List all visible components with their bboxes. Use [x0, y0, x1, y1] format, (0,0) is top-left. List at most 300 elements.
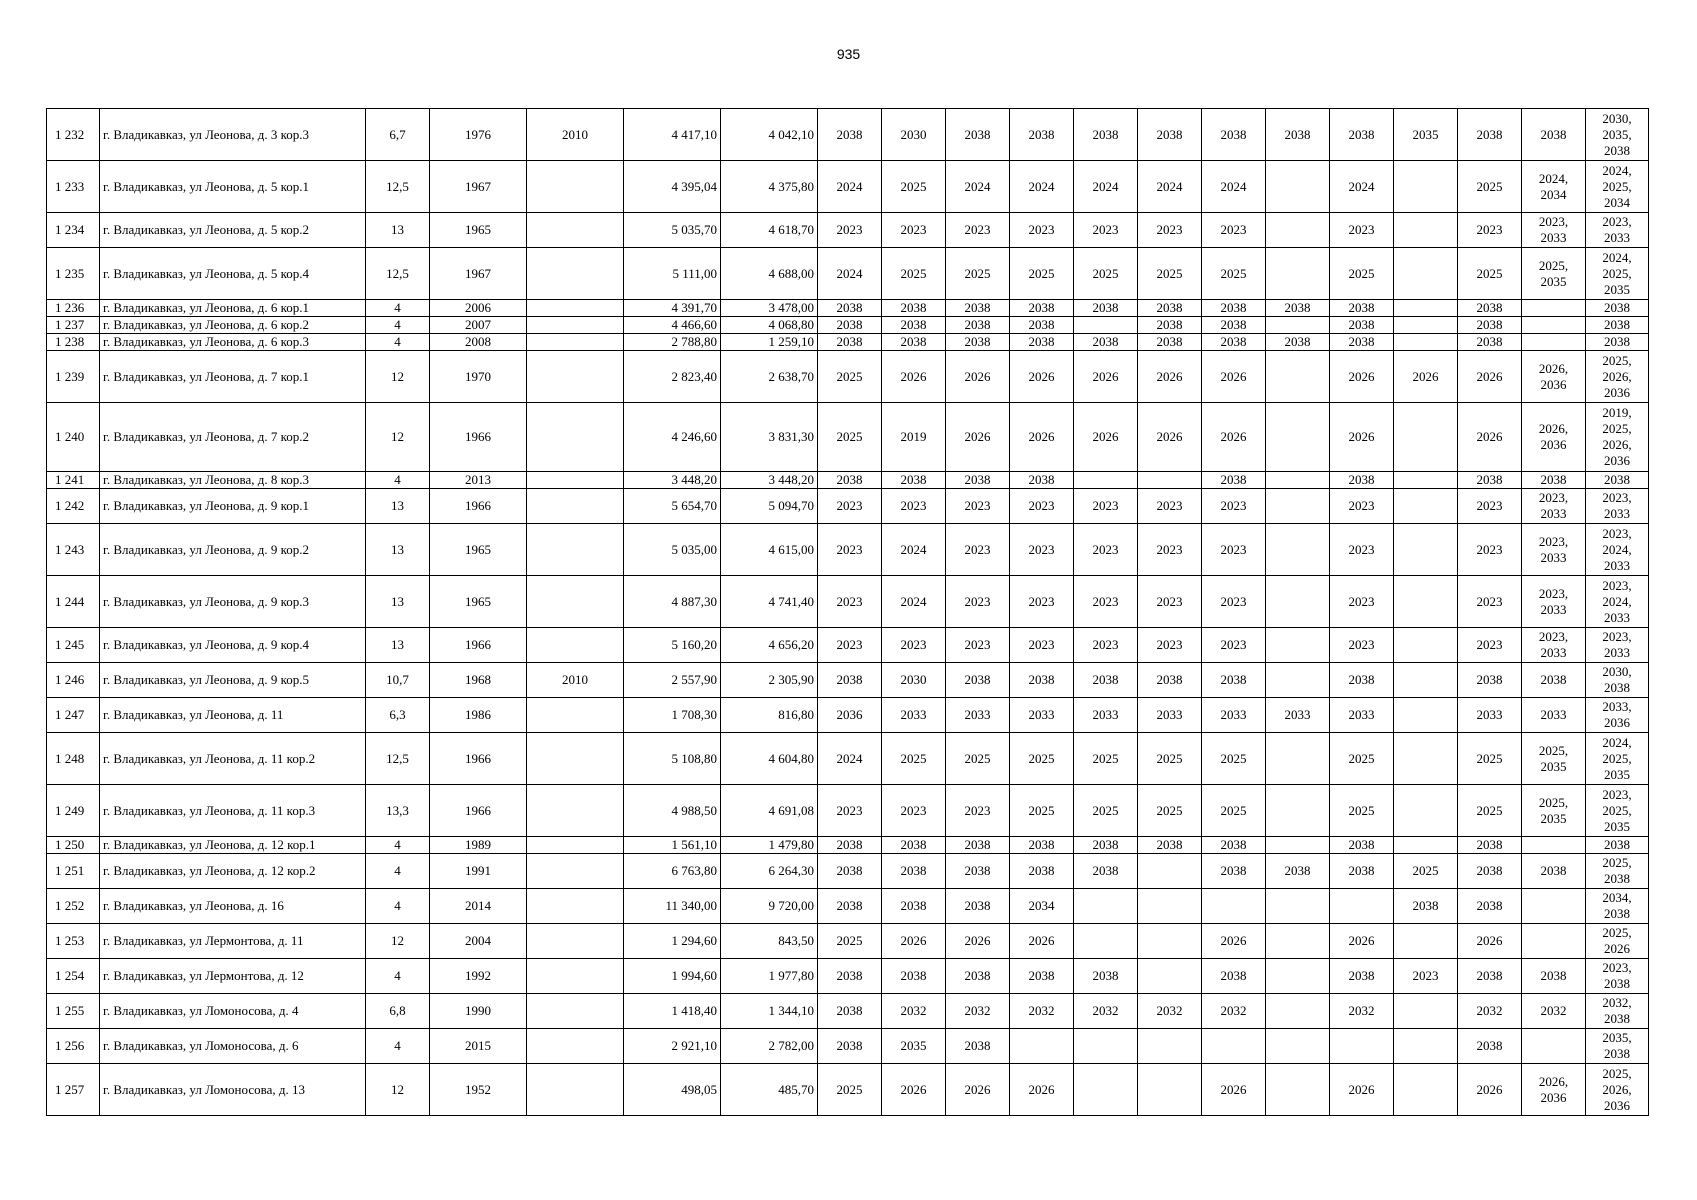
table-row [47, 248, 1649, 300]
row-number-cell: 1 245 [47, 628, 100, 663]
term-7-cell: 2023 [1202, 524, 1266, 576]
term-12-cell: 2038 [1522, 854, 1586, 889]
term-9-cell: 2038 [1330, 300, 1394, 317]
living-area-cell: 485,70 [721, 1064, 818, 1116]
term-10-cell [1394, 1029, 1458, 1064]
term-2-cell: 2026 [882, 1064, 946, 1116]
address-cell: г. Владикавказ, ул Леонова, д. 6 кор.2 [100, 317, 366, 334]
term-5-cell: 2038 [1074, 663, 1138, 698]
living-area-cell: 3 448,20 [721, 472, 818, 489]
term-5-cell [1074, 889, 1138, 924]
term-7-cell: 2024 [1202, 161, 1266, 213]
term-5-cell: 2026 [1074, 403, 1138, 472]
term-3-cell: 2026 [946, 924, 1010, 959]
term-summary-cell: 2038 [1586, 317, 1649, 334]
term-1-cell: 2038 [818, 959, 882, 994]
term-9-cell: 2025 [1330, 785, 1394, 837]
term-2-cell: 2033 [882, 698, 946, 733]
built-year-cell: 1992 [430, 959, 527, 994]
table-row [47, 889, 1649, 924]
address-cell: г. Владикавказ, ул Леонова, д. 16 [100, 889, 366, 924]
term-4-cell: 2026 [1010, 403, 1074, 472]
term-7-cell: 2038 [1202, 317, 1266, 334]
term-1-cell: 2024 [818, 161, 882, 213]
table-row [47, 733, 1649, 785]
term-3-cell: 2023 [946, 489, 1010, 524]
term-7-cell: 2026 [1202, 1064, 1266, 1116]
term-8-cell [1266, 889, 1330, 924]
term-9-cell: 2026 [1330, 1064, 1394, 1116]
term-summary-cell: 2024, 2025, 2035 [1586, 733, 1649, 785]
address-cell: г. Владикавказ, ул Леонова, д. 6 кор.1 [100, 300, 366, 317]
table-row [47, 403, 1649, 472]
living-area-cell: 4 615,00 [721, 524, 818, 576]
term-9-cell: 2038 [1330, 663, 1394, 698]
built-year-cell: 1966 [430, 628, 527, 663]
term-11-cell: 2025 [1458, 161, 1522, 213]
term-1-cell: 2024 [818, 248, 882, 300]
term-4-cell: 2026 [1010, 1064, 1074, 1116]
term-9-cell: 2038 [1330, 317, 1394, 334]
total-area-cell: 2 557,90 [624, 663, 721, 698]
table-row [47, 524, 1649, 576]
term-10-cell [1394, 403, 1458, 472]
term-4-cell: 2023 [1010, 213, 1074, 248]
table-row [47, 489, 1649, 524]
term-2-cell: 2038 [882, 472, 946, 489]
total-area-cell: 4 988,50 [624, 785, 721, 837]
term-6-cell [1138, 924, 1202, 959]
term-6-cell: 2038 [1138, 300, 1202, 317]
term-6-cell: 2023 [1138, 489, 1202, 524]
total-area-cell: 5 160,20 [624, 628, 721, 663]
term-9-cell: 2038 [1330, 837, 1394, 854]
term-12-cell [1522, 924, 1586, 959]
term-11-cell: 2023 [1458, 524, 1522, 576]
wear-cell: 13 [366, 576, 430, 628]
term-5-cell: 2038 [1074, 837, 1138, 854]
overhaul-year-cell [527, 889, 624, 924]
address-cell: г. Владикавказ, ул Ломоносова, д. 6 [100, 1029, 366, 1064]
term-9-cell: 2025 [1330, 733, 1394, 785]
term-summary-cell: 2030, 2035, 2038 [1586, 109, 1649, 161]
term-12-cell [1522, 1029, 1586, 1064]
term-3-cell: 2038 [946, 837, 1010, 854]
row-number-cell: 1 233 [47, 161, 100, 213]
term-7-cell: 2025 [1202, 785, 1266, 837]
total-area-cell: 2 921,10 [624, 1029, 721, 1064]
term-5-cell [1074, 317, 1138, 334]
term-5-cell: 2033 [1074, 698, 1138, 733]
living-area-cell: 2 782,00 [721, 1029, 818, 1064]
term-12-cell: 2024, 2034 [1522, 161, 1586, 213]
overhaul-year-cell [527, 213, 624, 248]
term-8-cell [1266, 628, 1330, 663]
living-area-cell: 4 042,10 [721, 109, 818, 161]
term-7-cell: 2023 [1202, 628, 1266, 663]
living-area-cell: 1 344,10 [721, 994, 818, 1029]
wear-cell: 10,7 [366, 663, 430, 698]
term-1-cell: 2038 [818, 663, 882, 698]
address-cell: г. Владикавказ, ул Леонова, д. 7 кор.1 [100, 351, 366, 403]
term-summary-cell: 2038 [1586, 472, 1649, 489]
wear-cell: 4 [366, 300, 430, 317]
term-9-cell: 2023 [1330, 489, 1394, 524]
term-7-cell [1202, 1029, 1266, 1064]
term-1-cell: 2038 [818, 109, 882, 161]
address-cell: г. Владикавказ, ул Леонова, д. 5 кор.4 [100, 248, 366, 300]
row-number-cell: 1 242 [47, 489, 100, 524]
overhaul-year-cell [527, 854, 624, 889]
term-7-cell: 2038 [1202, 472, 1266, 489]
term-6-cell [1138, 472, 1202, 489]
built-year-cell: 1968 [430, 663, 527, 698]
address-cell: г. Владикавказ, ул Леонова, д. 8 кор.3 [100, 472, 366, 489]
term-8-cell [1266, 524, 1330, 576]
term-8-cell [1266, 403, 1330, 472]
term-10-cell [1394, 489, 1458, 524]
row-number-cell: 1 246 [47, 663, 100, 698]
wear-cell: 12 [366, 924, 430, 959]
term-6-cell: 2023 [1138, 628, 1202, 663]
term-8-cell [1266, 1029, 1330, 1064]
term-6-cell [1138, 889, 1202, 924]
row-number-cell: 1 244 [47, 576, 100, 628]
term-10-cell [1394, 300, 1458, 317]
term-8-cell [1266, 213, 1330, 248]
term-2-cell: 2024 [882, 576, 946, 628]
term-12-cell: 2023, 2033 [1522, 524, 1586, 576]
term-8-cell [1266, 161, 1330, 213]
wear-cell: 6,8 [366, 994, 430, 1029]
term-12-cell: 2033 [1522, 698, 1586, 733]
term-10-cell: 2035 [1394, 109, 1458, 161]
wear-cell: 12,5 [366, 733, 430, 785]
wear-cell: 6,7 [366, 109, 430, 161]
wear-cell: 4 [366, 959, 430, 994]
term-6-cell: 2038 [1138, 663, 1202, 698]
total-area-cell: 6 763,80 [624, 854, 721, 889]
wear-cell: 13 [366, 489, 430, 524]
term-5-cell: 2038 [1074, 334, 1138, 351]
term-8-cell: 2038 [1266, 109, 1330, 161]
term-9-cell: 2026 [1330, 351, 1394, 403]
overhaul-year-cell [527, 161, 624, 213]
term-summary-cell: 2023, 2024, 2033 [1586, 524, 1649, 576]
term-9-cell: 2023 [1330, 213, 1394, 248]
term-9-cell: 2024 [1330, 161, 1394, 213]
term-9-cell: 2026 [1330, 403, 1394, 472]
term-9-cell: 2033 [1330, 698, 1394, 733]
term-summary-cell: 2025, 2038 [1586, 854, 1649, 889]
total-area-cell: 1 418,40 [624, 994, 721, 1029]
term-8-cell [1266, 351, 1330, 403]
term-7-cell: 2038 [1202, 334, 1266, 351]
term-4-cell [1010, 1029, 1074, 1064]
term-11-cell: 2038 [1458, 317, 1522, 334]
table-row [47, 161, 1649, 213]
term-1-cell: 2038 [818, 854, 882, 889]
term-12-cell: 2025, 2035 [1522, 785, 1586, 837]
term-7-cell: 2026 [1202, 351, 1266, 403]
living-area-cell: 4 741,40 [721, 576, 818, 628]
term-5-cell: 2023 [1074, 524, 1138, 576]
term-7-cell: 2038 [1202, 854, 1266, 889]
built-year-cell: 2007 [430, 317, 527, 334]
term-9-cell: 2038 [1330, 854, 1394, 889]
term-11-cell: 2038 [1458, 837, 1522, 854]
term-summary-cell: 2033, 2036 [1586, 698, 1649, 733]
address-cell: г. Владикавказ, ул Леонова, д. 9 кор.3 [100, 576, 366, 628]
total-area-cell: 4 887,30 [624, 576, 721, 628]
term-4-cell: 2026 [1010, 351, 1074, 403]
wear-cell: 6,3 [366, 698, 430, 733]
term-2-cell: 2035 [882, 1029, 946, 1064]
term-11-cell: 2038 [1458, 1029, 1522, 1064]
built-year-cell: 2015 [430, 1029, 527, 1064]
living-area-cell: 4 688,00 [721, 248, 818, 300]
built-year-cell: 1990 [430, 994, 527, 1029]
term-11-cell: 2038 [1458, 109, 1522, 161]
term-2-cell: 2026 [882, 924, 946, 959]
term-1-cell: 2025 [818, 351, 882, 403]
term-7-cell: 2023 [1202, 576, 1266, 628]
table-row [47, 628, 1649, 663]
table-row [47, 1029, 1649, 1064]
total-area-cell: 5 654,70 [624, 489, 721, 524]
term-8-cell [1266, 472, 1330, 489]
term-1-cell: 2038 [818, 1029, 882, 1064]
overhaul-year-cell [527, 1029, 624, 1064]
term-6-cell [1138, 854, 1202, 889]
term-7-cell: 2038 [1202, 837, 1266, 854]
total-area-cell: 5 035,00 [624, 524, 721, 576]
row-number-cell: 1 251 [47, 854, 100, 889]
term-2-cell: 2025 [882, 248, 946, 300]
term-4-cell: 2038 [1010, 837, 1074, 854]
term-1-cell: 2023 [818, 524, 882, 576]
overhaul-year-cell [527, 351, 624, 403]
built-year-cell: 1966 [430, 403, 527, 472]
term-8-cell [1266, 959, 1330, 994]
overhaul-year-cell: 2010 [527, 663, 624, 698]
term-2-cell: 2023 [882, 489, 946, 524]
term-3-cell: 2038 [946, 317, 1010, 334]
term-8-cell: 2033 [1266, 698, 1330, 733]
term-5-cell: 2038 [1074, 854, 1138, 889]
living-area-cell: 2 305,90 [721, 663, 818, 698]
term-4-cell: 2038 [1010, 109, 1074, 161]
total-area-cell: 5 108,80 [624, 733, 721, 785]
term-5-cell: 2024 [1074, 161, 1138, 213]
row-number-cell: 1 252 [47, 889, 100, 924]
term-5-cell: 2023 [1074, 489, 1138, 524]
total-area-cell: 1 994,60 [624, 959, 721, 994]
term-11-cell: 2038 [1458, 854, 1522, 889]
address-cell: г. Владикавказ, ул Леонова, д. 7 кор.2 [100, 403, 366, 472]
term-11-cell: 2026 [1458, 1064, 1522, 1116]
row-number-cell: 1 253 [47, 924, 100, 959]
term-summary-cell: 2023, 2033 [1586, 489, 1649, 524]
term-8-cell [1266, 733, 1330, 785]
address-cell: г. Владикавказ, ул Лермонтова, д. 11 [100, 924, 366, 959]
term-3-cell: 2038 [946, 334, 1010, 351]
term-4-cell: 2038 [1010, 959, 1074, 994]
built-year-cell: 1966 [430, 489, 527, 524]
term-10-cell [1394, 698, 1458, 733]
row-number-cell: 1 250 [47, 837, 100, 854]
term-1-cell: 2038 [818, 994, 882, 1029]
row-number-cell: 1 240 [47, 403, 100, 472]
term-8-cell [1266, 785, 1330, 837]
wear-cell: 4 [366, 889, 430, 924]
built-year-cell: 1966 [430, 733, 527, 785]
term-1-cell: 2038 [818, 889, 882, 924]
term-6-cell: 2038 [1138, 109, 1202, 161]
term-summary-cell: 2019, 2025, 2026, 2036 [1586, 403, 1649, 472]
built-year-cell: 1989 [430, 837, 527, 854]
term-11-cell: 2038 [1458, 300, 1522, 317]
wear-cell: 13 [366, 628, 430, 663]
wear-cell: 4 [366, 1029, 430, 1064]
term-2-cell: 2025 [882, 161, 946, 213]
term-12-cell: 2025, 2035 [1522, 248, 1586, 300]
term-1-cell: 2023 [818, 576, 882, 628]
term-9-cell: 2038 [1330, 109, 1394, 161]
term-1-cell: 2023 [818, 213, 882, 248]
term-3-cell: 2038 [946, 889, 1010, 924]
term-11-cell: 2032 [1458, 994, 1522, 1029]
term-summary-cell: 2038 [1586, 300, 1649, 317]
overhaul-year-cell [527, 334, 624, 351]
term-6-cell: 2025 [1138, 733, 1202, 785]
term-2-cell: 2024 [882, 524, 946, 576]
term-2-cell: 2019 [882, 403, 946, 472]
term-summary-cell: 2038 [1586, 334, 1649, 351]
term-1-cell: 2038 [818, 300, 882, 317]
term-3-cell: 2024 [946, 161, 1010, 213]
term-1-cell: 2036 [818, 698, 882, 733]
term-10-cell [1394, 994, 1458, 1029]
term-4-cell: 2038 [1010, 854, 1074, 889]
term-10-cell [1394, 733, 1458, 785]
term-5-cell: 2023 [1074, 628, 1138, 663]
total-area-cell: 5 111,00 [624, 248, 721, 300]
row-number-cell: 1 249 [47, 785, 100, 837]
term-11-cell: 2026 [1458, 403, 1522, 472]
term-10-cell [1394, 837, 1458, 854]
term-3-cell: 2026 [946, 351, 1010, 403]
address-cell: г. Владикавказ, ул Леонова, д. 11 [100, 698, 366, 733]
term-8-cell [1266, 837, 1330, 854]
term-1-cell: 2038 [818, 317, 882, 334]
term-5-cell [1074, 924, 1138, 959]
term-10-cell [1394, 628, 1458, 663]
term-6-cell [1138, 1064, 1202, 1116]
overhaul-year-cell [527, 248, 624, 300]
term-summary-cell: 2038 [1586, 837, 1649, 854]
term-6-cell: 2026 [1138, 403, 1202, 472]
overhaul-year-cell [527, 1064, 624, 1116]
term-8-cell [1266, 994, 1330, 1029]
wear-cell: 4 [366, 334, 430, 351]
table-row [47, 837, 1649, 854]
term-10-cell [1394, 663, 1458, 698]
term-1-cell: 2025 [818, 1064, 882, 1116]
wear-cell: 12 [366, 1064, 430, 1116]
term-8-cell: 2038 [1266, 854, 1330, 889]
term-summary-cell: 2030, 2038 [1586, 663, 1649, 698]
term-1-cell: 2038 [818, 837, 882, 854]
table-row [47, 994, 1649, 1029]
term-1-cell: 2023 [818, 785, 882, 837]
term-summary-cell: 2023, 2025, 2035 [1586, 785, 1649, 837]
term-5-cell: 2032 [1074, 994, 1138, 1029]
living-area-cell: 1 259,10 [721, 334, 818, 351]
term-12-cell: 2025, 2035 [1522, 733, 1586, 785]
overhaul-year-cell [527, 524, 624, 576]
row-number-cell: 1 254 [47, 959, 100, 994]
term-summary-cell: 2023, 2038 [1586, 959, 1649, 994]
total-area-cell: 5 035,70 [624, 213, 721, 248]
total-area-cell: 4 417,10 [624, 109, 721, 161]
total-area-cell: 1 561,10 [624, 837, 721, 854]
table-row [47, 663, 1649, 698]
term-4-cell: 2032 [1010, 994, 1074, 1029]
address-cell: г. Владикавказ, ул Леонова, д. 9 кор.5 [100, 663, 366, 698]
row-number-cell: 1 241 [47, 472, 100, 489]
built-year-cell: 2004 [430, 924, 527, 959]
term-4-cell: 2023 [1010, 576, 1074, 628]
table-row [47, 924, 1649, 959]
term-7-cell: 2025 [1202, 733, 1266, 785]
living-area-cell: 4 375,80 [721, 161, 818, 213]
term-9-cell: 2038 [1330, 959, 1394, 994]
address-cell: г. Владикавказ, ул Леонова, д. 9 кор.2 [100, 524, 366, 576]
term-4-cell: 2025 [1010, 248, 1074, 300]
term-summary-cell: 2032, 2038 [1586, 994, 1649, 1029]
term-8-cell [1266, 924, 1330, 959]
address-cell: г. Владикавказ, ул Леонова, д. 11 кор.2 [100, 733, 366, 785]
term-3-cell: 2026 [946, 1064, 1010, 1116]
address-cell: г. Владикавказ, ул Леонова, д. 11 кор.3 [100, 785, 366, 837]
term-2-cell: 2023 [882, 213, 946, 248]
table-row [47, 109, 1649, 161]
term-4-cell: 2033 [1010, 698, 1074, 733]
term-6-cell: 2038 [1138, 317, 1202, 334]
total-area-cell: 4 466,60 [624, 317, 721, 334]
term-12-cell [1522, 837, 1586, 854]
row-number-cell: 1 239 [47, 351, 100, 403]
overhaul-year-cell [527, 317, 624, 334]
term-5-cell [1074, 1064, 1138, 1116]
term-11-cell: 2033 [1458, 698, 1522, 733]
term-5-cell: 2025 [1074, 733, 1138, 785]
term-12-cell: 2026, 2036 [1522, 403, 1586, 472]
term-7-cell: 2038 [1202, 663, 1266, 698]
term-10-cell: 2025 [1394, 854, 1458, 889]
table-row [47, 351, 1649, 403]
overhaul-year-cell [527, 994, 624, 1029]
wear-cell: 12,5 [366, 248, 430, 300]
term-6-cell: 2023 [1138, 576, 1202, 628]
row-number-cell: 1 257 [47, 1064, 100, 1116]
wear-cell: 13 [366, 524, 430, 576]
row-number-cell: 1 236 [47, 300, 100, 317]
term-summary-cell: 2023, 2024, 2033 [1586, 576, 1649, 628]
term-summary-cell: 2034, 2038 [1586, 889, 1649, 924]
term-5-cell: 2038 [1074, 300, 1138, 317]
